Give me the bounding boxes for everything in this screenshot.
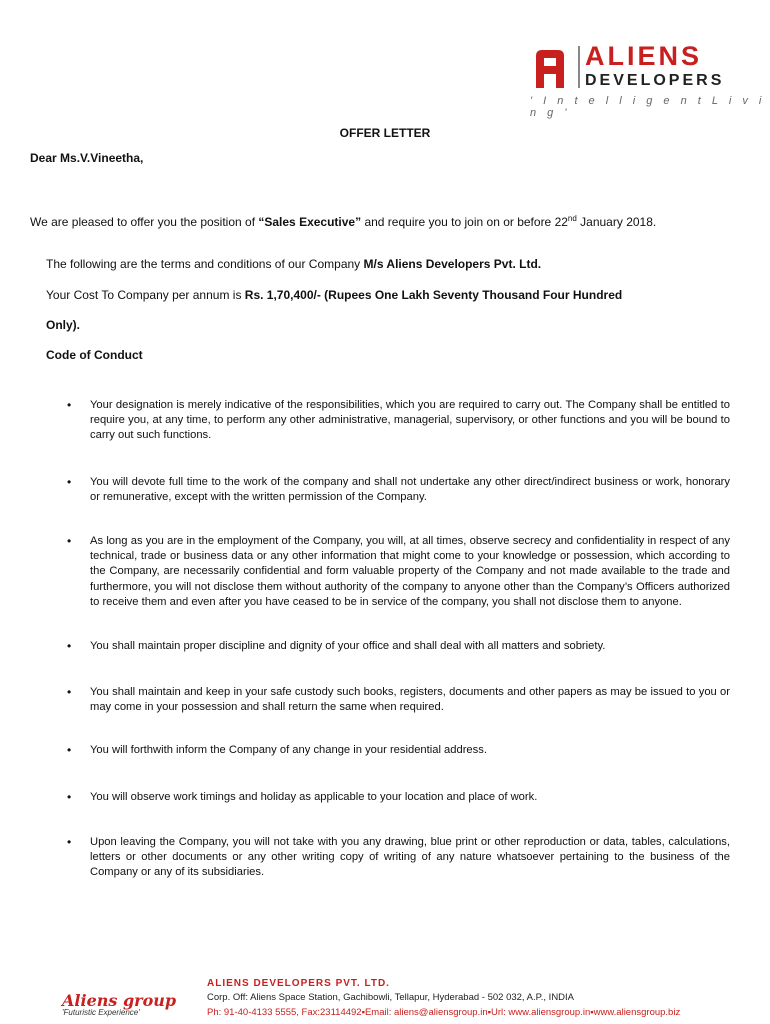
bullet-symbol: •: [67, 534, 72, 548]
salutation: Dear Ms.V.Vineetha,: [30, 151, 144, 165]
footer-company-name: ALIENS DEVELOPERS PVT. LTD.: [207, 978, 390, 989]
list-item: You will observe work timings and holiday as applicable to your location and place of work.: [90, 791, 538, 803]
list-item: You shall maintain and keep in your safe custody such books, registers, documents and other papers as may be issued to you or may come in your possession and shall return the same when required.: [90, 686, 730, 714]
list-item: As long as you are in the employment of the Company, you will, at all times, observe secrecy and confidentiality in respect of any technical, trade or business data or any other information that might come to your knowledge or possession, which according to the Company, are necessarily confidential and form valuable property of the Company and not made available to the trade and furthermore, you will not disclose them without authority of the company to anyone other than the Company’s Officers authorized to receive them and even after you have ceased to be in service of the company, you shall not disclose them to anyone.: [90, 535, 730, 608]
list-item: Upon leaving the Company, you will not take with you any drawing, blue print or other reproduction or data, tables, calculations, letters or other documents or any other writing copy of writing of any nature whatsoever pertaining to the business of the Company or any of its subsidiaries.: [90, 836, 730, 879]
logo-name: ALIENS: [585, 41, 703, 71]
footer-logo: Aliens group: [62, 991, 177, 1010]
intro-text-b: and require you to join on or before 22: [361, 215, 568, 229]
bullet-symbol: •: [67, 398, 72, 412]
footer-address: Corp. Off: Aliens Space Station, Gachibowli, Tellapur, Hyderabad - 502 032, A.P., INDIA: [207, 992, 575, 1003]
intro-text-c: January 2018.: [576, 215, 657, 229]
bullet-symbol: •: [67, 475, 72, 489]
bullet-symbol: •: [67, 743, 72, 757]
ctc-text: Your Cost To Company per annum is: [46, 288, 245, 302]
ctc-amount-continued: Only).: [46, 318, 81, 332]
bullet-symbol: •: [67, 685, 72, 699]
bullet-symbol: •: [67, 835, 72, 849]
list-item: Your designation is merely indicative of the responsibilities, which you are required to carry out. The Company shall be entitled to require you, at any time, to perform any other administrative, managerial, supervisory, or other functions and you will be bound to carry out such functions.: [90, 399, 730, 442]
terms-text: The following are the terms and conditions of our Company: [46, 257, 364, 271]
document-title: OFFER LETTER: [339, 126, 431, 140]
footer-contact: Ph: 91-40-4133 5555, Fax:23114492▪Email: aliens@aliensgroup.in▪Url: www.aliensgroup.in▪www.aliensgroup.biz: [207, 1007, 681, 1018]
footer-logo-tagline: 'Futuristic Experience': [62, 1008, 140, 1017]
ctc-amount: Rs. 1,70,400/- (Rupees One Lakh Seventy Thousand Four Hundred: [244, 288, 623, 302]
aliens-logo-mark-icon: [532, 48, 568, 88]
date-superscript: nd: [567, 214, 577, 223]
logo-divider: [578, 46, 580, 88]
intro-paragraph: [30, 211, 656, 230]
ctc-paragraph: [46, 288, 622, 303]
list-item: You shall maintain proper discipline and dignity of your office and shall deal with all matters and sobriety.: [90, 640, 606, 652]
position-title: “Sales Executive”: [258, 215, 362, 229]
bullet-symbol: •: [67, 790, 72, 804]
list-item: You will devote full time to the work of the company and shall not undertake any other direct/indirect business or work, honorary or remunerative, except with the written permission of the Company.: [90, 476, 730, 504]
section-title-code-of-conduct: Code of Conduct: [46, 348, 143, 362]
logo-subtitle: DEVELOPERS: [585, 72, 725, 89]
company-name: M/s Aliens Developers Pvt. Ltd.: [363, 257, 542, 271]
logo-tagline: ' I n t e l l i g e n t L i v i n g ': [530, 95, 766, 119]
bullet-symbol: •: [67, 639, 72, 653]
intro-text-a: We are pleased to offer you the position of: [30, 215, 259, 229]
terms-paragraph: [46, 257, 541, 272]
list-item: You will forthwith inform the Company of any change in your residential address.: [90, 744, 487, 756]
